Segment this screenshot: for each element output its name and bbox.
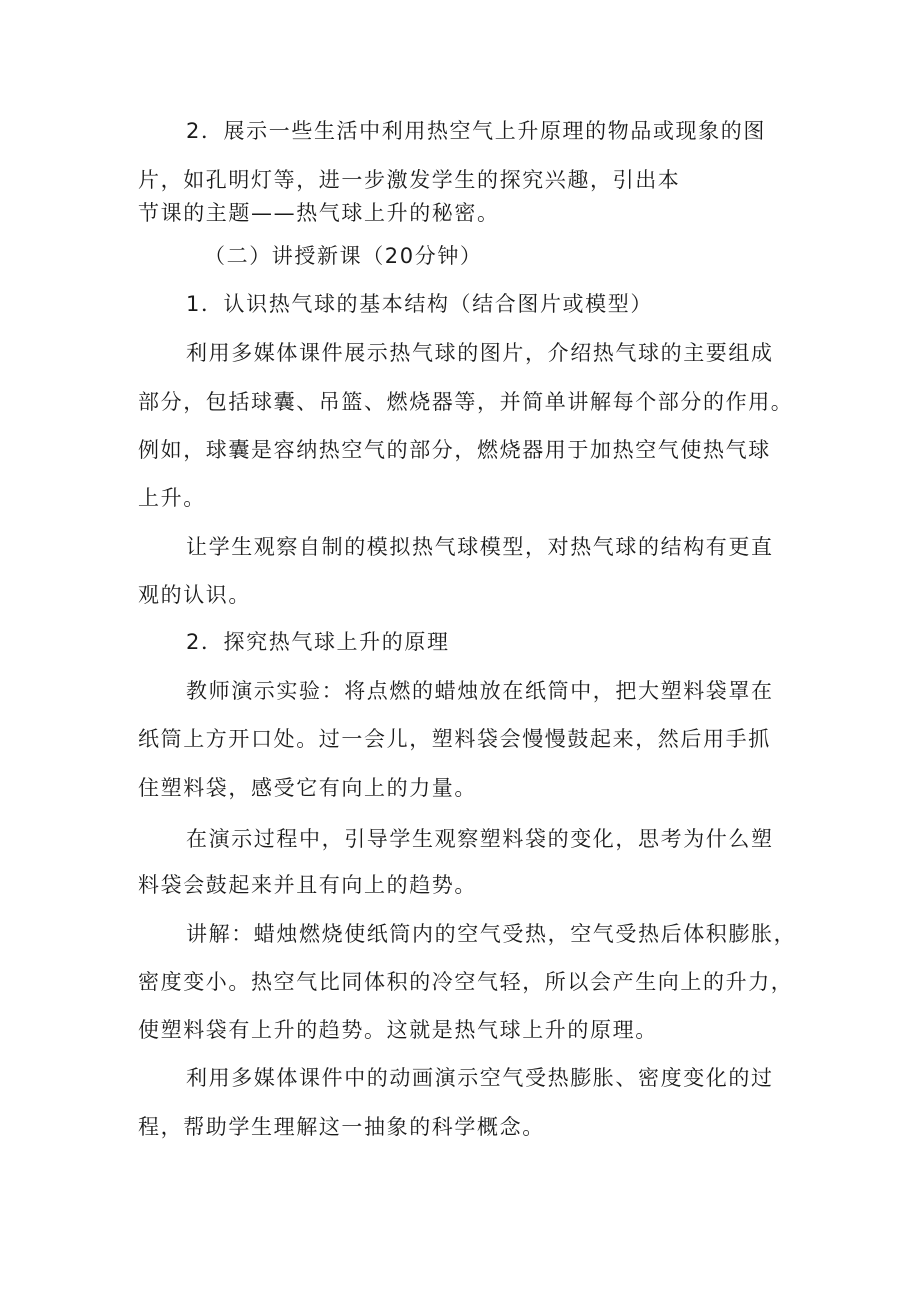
- paragraph-line: 讲解：蜡烛燃烧使纸筒内的空气受热，空气受热后体积膨胀，: [186, 922, 797, 946]
- paragraph-line: 料袋会鼓起来并且有向上的趋势。: [138, 873, 477, 897]
- paragraph-line: 程，帮助学生理解这一抽象的科学概念。: [138, 1115, 545, 1139]
- paragraph-line: 利用多媒体课件中的动画演示空气受热膨胀、密度变化的过: [186, 1066, 774, 1090]
- paragraph-line: 上升。: [138, 486, 206, 510]
- paragraph-line: 密度变小。热空气比同体积的冷空气轻，所以会产生向上的升力，: [138, 970, 794, 994]
- paragraph-line: 例如，球囊是容纳热空气的部分，燃烧器用于加热空气使热气球: [138, 438, 771, 462]
- paragraph-line: 观的认识。: [138, 583, 251, 607]
- paragraph-line: 使塑料袋有上升的趋势。这就是热气球上升的原理。: [138, 1018, 658, 1042]
- section-heading: （二）讲授新课（20分钟）: [204, 244, 483, 268]
- paragraph-line: 让学生观察自制的模拟热气球模型，对热气球的结构有更直: [186, 535, 774, 559]
- paragraph-line: 片，如孔明灯等，进一步激发学生的探究兴趣，引出本: [138, 168, 681, 192]
- paragraph-line: 住塑料袋，感受它有向上的力量。: [138, 776, 477, 800]
- paragraph-line: 部分，包括球囊、吊篮、燃烧器等，并简单讲解每个部分的作用。: [138, 390, 794, 414]
- paragraph-line: 利用多媒体课件展示热气球的图片，介绍热气球的主要组成: [186, 341, 774, 365]
- paragraph-line: 节课的主题——热气球上升的秘密。: [138, 201, 500, 225]
- subsection-heading: 1．认识热气球的基本结构（结合图片或模型）: [186, 292, 653, 316]
- paragraph-line: 2．展示一些生活中利用热空气上升原理的物品或现象的图: [186, 119, 766, 143]
- paragraph-line: 教师演示实验：将点燃的蜡烛放在纸筒中，把大塑料袋罩在: [186, 679, 774, 703]
- paragraph-line: 纸筒上方开口处。过一会儿，塑料袋会慢慢鼓起来，然后用手抓: [138, 727, 771, 751]
- subsection-heading: 2．探究热气球上升的原理: [186, 630, 450, 654]
- paragraph-line: 在演示过程中，引导学生观察塑料袋的变化，思考为什么塑: [186, 827, 774, 851]
